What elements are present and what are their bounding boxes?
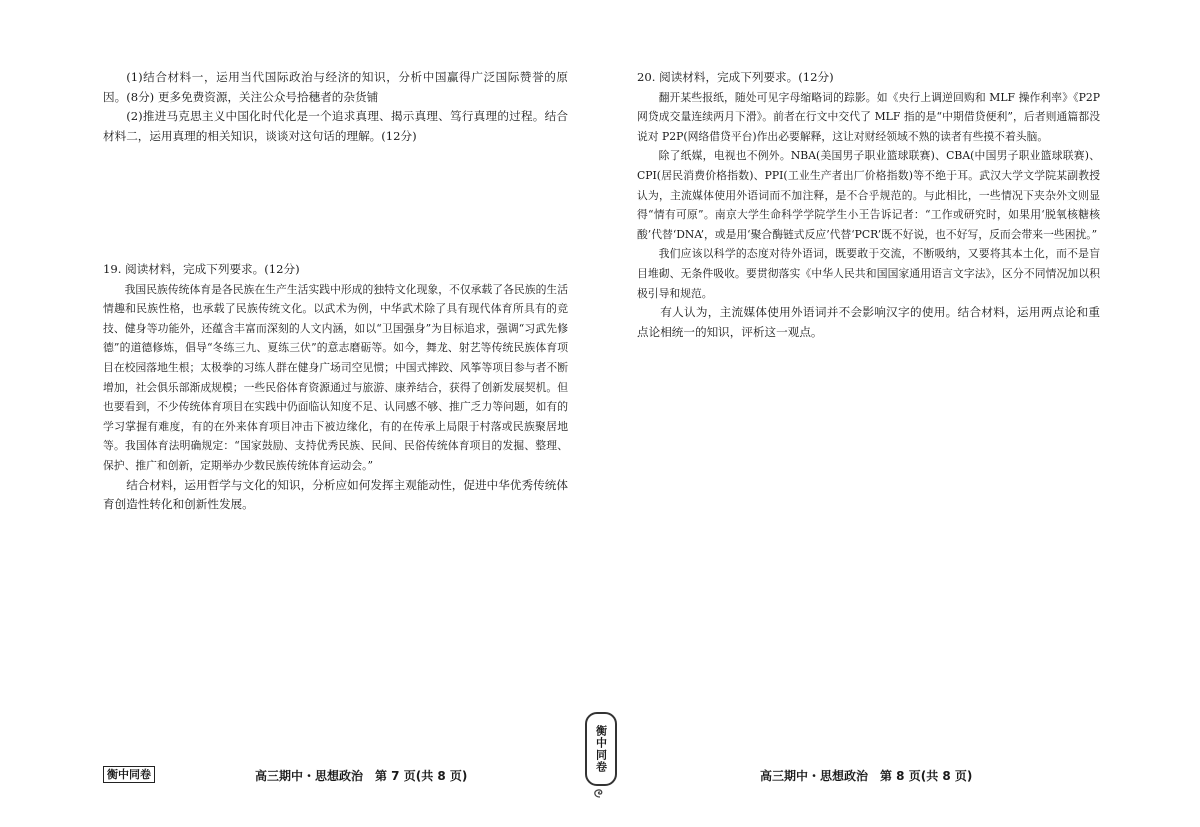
q20-title: 20. 阅读材料，完成下列要求。(12分) bbox=[637, 70, 834, 84]
q18-section bbox=[103, 68, 568, 146]
q20-section bbox=[637, 68, 1100, 342]
q18-part1: (1)结合材料一，运用当代国际政治与经济的知识，分析中国赢得广泛国际赞誉的原因。(8分) 更多免费资源，关注公众号拾穗者的杂货铺 bbox=[103, 70, 568, 104]
center-seal-logo bbox=[585, 712, 617, 786]
q19-section bbox=[103, 260, 568, 515]
left-footer-page-number: 高三期中・思想政治 第 7 页(共 8 页) bbox=[255, 769, 468, 783]
seal-swirl-icon bbox=[591, 785, 609, 799]
right-footer-page-number: 高三期中・思想政治 第 8 页(共 8 页) bbox=[760, 769, 973, 783]
q20-paragraph-3: 我们应该以科学的态度对待外语词，既要敢于交流，不断吸纳，又要将其本土化，而不是盲目堆砌、无条件吸收。要贯彻落实《中华人民共和国国家通用语言文字法》，区分不同情况加以积极引导和规范。 bbox=[637, 247, 1100, 300]
q19-title: 19. 阅读材料，完成下列要求。(12分) bbox=[103, 262, 300, 276]
q20-paragraph-2: 除了纸媒，电视也不例外。NBA(美国男子职业篮球联赛)、CBA(中国男子职业篮球联赛)、CPI(居民消费价格指数)、PPI(工业生产者出厂价格指数)等不绝于耳。武汉大学文学院某副教授认为，主流媒体使用外语词而不加注释，是不合乎规范的。与此相比，一些情况下夹杂外文则显得“情有可原”。南京大学生命科学学院学生小王告诉记者：“工作或研究时，如果用‘脱氧核糖核酸’代替‘DNA’，或是用‘聚合酶链式反应’代替‘PCR’既不好说，也不好写，反而会带来一些困扰。” bbox=[637, 149, 1100, 241]
q19-material: 我国民族传统体育是各民族在生产生活实践中形成的独特文化现象，不仅承载了各民族的生活情趣和民族性格，也承载了民族传统文化。以武术为例，中华武术除了具有现代体育所具有的竞技、健身等功能外，还蕴含丰富而深刻的人文内涵，如以“卫国强身”为目标追求，强调“习武先修德”的道德修炼，倡导“冬练三九、夏练三伏”的意志磨砺等。如今，舞龙、射艺等传统民族体育项目在校园落地生根；太极拳的习练人群在健身广场司空见惯；中国式摔跤、风筝等项目参与者不断增加，社会俱乐部渐成规模；一些民俗体育资源通过与旅游、康养结合，获得了创新发展契机。但也要看到，不少传统体育项目在实践中仍面临认知度不足、认同感不够、推广乏力等问题，如有的学习掌握有难度，有的在外来体育项目冲击下被边缘化，有的在传承上局限于村落或民族聚居地等。我国体育法明确规定：“国家鼓励、支持优秀民族、民间、民俗传统体育项目的发掘、整理、保护、推广和创新，定期举办少数民族传统体育运动会。” bbox=[103, 282, 568, 472]
seal-text: 衡中同卷 bbox=[594, 725, 608, 773]
q20-paragraph-1: 翻开某些报纸，随处可见字母缩略词的踪影。如《央行上调逆回购和 MLF 操作利率》《P2P 网贷成交量连续两月下滑》。前者在行文中交代了 MLF 指的是“中期借贷便利”，后者则通篇都没说对 P2P(网络借贷平台)作出必要解释，这让对财经领域不熟的读者有些摸不着头脑。 bbox=[637, 90, 1100, 143]
q18-part2: (2)推进马克思主义中国化时代化是一个追求真理、揭示真理、笃行真理的过程。结合材料二，运用真理的相关知识，谈谈对这句话的理解。(12分) bbox=[103, 109, 568, 143]
footer-brand: 衡中同卷 bbox=[103, 766, 155, 783]
q19-task: 结合材料，运用哲学与文化的知识，分析应如何发挥主观能动性，促进中华优秀传统体育创造性转化和创新性发展。 bbox=[103, 477, 568, 512]
q20-task: 有人认为，主流媒体使用外语词并不会影响汉字的使用。结合材料，运用两点论和重点论相统一的知识，评析这一观点。 bbox=[637, 305, 1100, 339]
